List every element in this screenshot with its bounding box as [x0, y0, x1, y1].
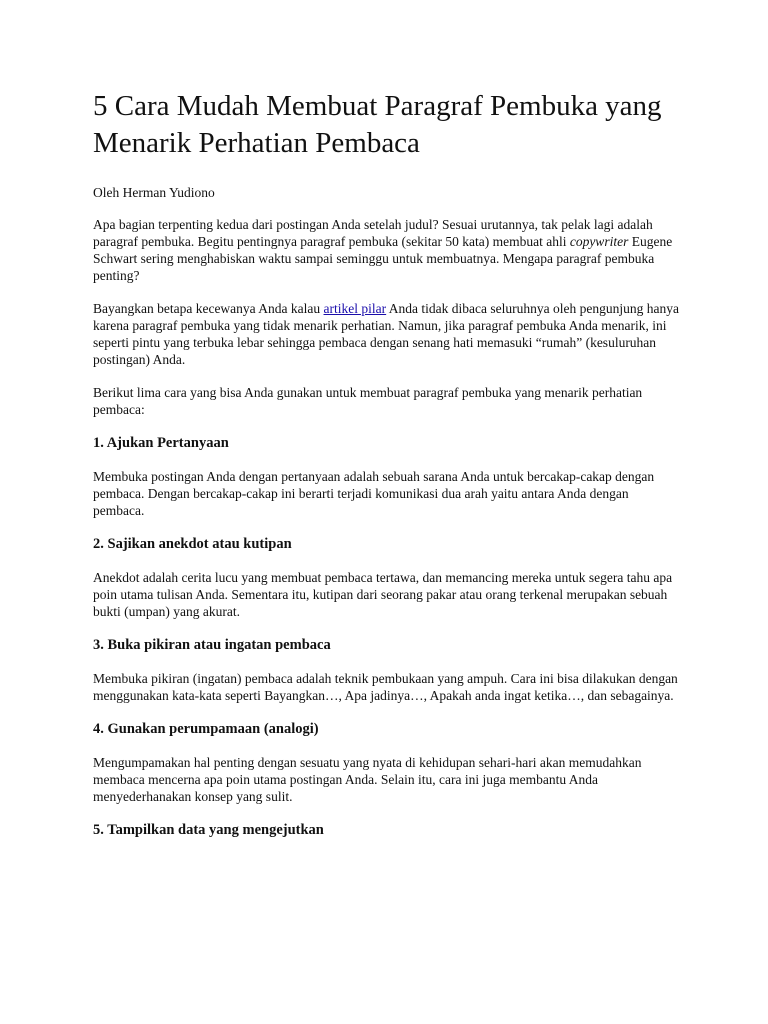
section-5-heading: 5. Tampilkan data yang mengejutkan [93, 822, 324, 838]
section-4-body: Mengumpamakan hal penting dengan sesuatu yang nyata di kehidupan sehari-hari akan memudahkan membaca mencerna apa poin utama postingan Anda. Selain itu, cara ini juga membantu Anda menyederhanakan konsep yang sulit. [93, 755, 642, 804]
section-3-heading: 3. Buka pikiran atau ingatan pembaca [93, 637, 331, 653]
section-3-body: Membuka pikiran (ingatan) pembaca adalah teknik pembukaan yang ampuh. Cara ini bisa dilakukan dengan menggunakan kata-kata seperti Bayangkan…, Apa jadinya…, Apakah anda ingat ketika…, dan sebagainya. [93, 671, 678, 703]
article-author: Oleh Herman Yudiono [93, 185, 215, 200]
intro-paragraph-1 [93, 216, 683, 284]
document-page [93, 88, 683, 855]
intro-paragraph-2 [93, 300, 683, 368]
section-4-heading: 4. Gunakan perumpamaan (analogi) [93, 721, 319, 737]
intro-paragraph-3: Berikut lima cara yang bisa Anda gunakan untuk membuat paragraf pembuka yang menarik perhatian pembaca: [93, 385, 643, 417]
artikel-pilar-link[interactable]: artikel pilar [323, 301, 387, 316]
intro-p2-text-before: Bayangkan betapa kecewanya Anda kalau [93, 301, 324, 316]
section-1-body: Membuka postingan Anda dengan pertanyaan adalah sebuah sarana Anda untuk bercakap-cakap dengan pembaca. Dengan bercakap-cakap ini berarti terjadi komunikasi dua arah yaitu antara Anda dengan pembaca. [93, 469, 655, 518]
section-2-heading: 2. Sajikan anekdot atau kutipan [93, 536, 292, 552]
intro-p1-text-before: Apa bagian terpenting kedua dari postingan Anda setelah judul? Sesuai urutannya, tak pelak lagi adalah paragraf pembuka. Begitu pentingnya paragraf pembuka (sekitar 50 kata) membuat ahli [93, 217, 653, 249]
intro-p1-italic-term: copywriter [569, 234, 629, 249]
section-2-body: Anekdot adalah cerita lucu yang membuat pembaca tertawa, dan memancing mereka untuk segera tahu apa poin utama tulisan Anda. Sementara itu, kutipan dari seorang pakar atau orang terkenal merupakan sebuah bukti (umpan) yang akurat. [93, 570, 673, 619]
article-title: 5 Cara Mudah Membuat Paragraf Pembuka yang Menarik Perhatian Pembaca [93, 90, 662, 159]
intro-p1-text-after: Eugene Schwart sering menghabiskan waktu sampai seminggu untuk membuatnya. Mengapa paragraf pembuka penting? [93, 234, 673, 283]
intro-p2-text-after: Anda tidak dibaca seluruhnya oleh pengunjung hanya karena paragraf pembuka yang tidak menarik perhatian. Namun, jika paragraf pembuka Anda menarik, ini seperti pintu yang terbuka lebar sehingga pembaca dengan senang hati memasuki “rumah” (kesuluruhan postingan) Anda. [93, 301, 679, 367]
section-1-heading: 1. Ajukan Pertanyaan [93, 435, 229, 451]
